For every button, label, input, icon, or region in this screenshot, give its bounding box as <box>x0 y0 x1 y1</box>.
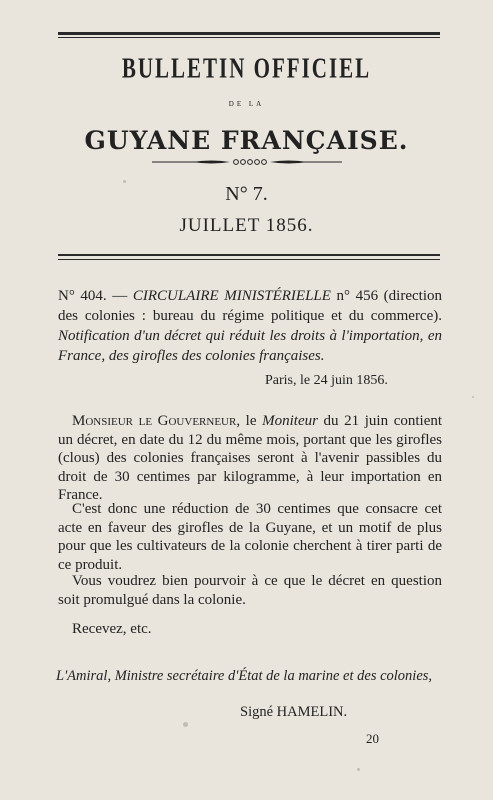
bulletin-title: BULLETIN OFFICIEL <box>121 51 372 85</box>
masthead-bottom-rule <box>58 254 440 256</box>
de-la-label: DE LA <box>228 100 265 108</box>
moniteur-title: Moniteur <box>262 413 318 429</box>
circular-dash: — <box>106 288 133 304</box>
circular-heading <box>58 286 442 366</box>
paragraph-3: Vous voudrez bien pourvoir à ce que le décret en question soit promulgué dans la colonie. <box>58 573 442 608</box>
issue-number: N° 7. <box>225 183 268 205</box>
top-rule-thin <box>58 37 440 38</box>
page-number: 20 <box>366 731 379 746</box>
signed-name: Signé HAMELIN. <box>240 704 348 720</box>
dateline: Paris, le 24 juin 1856. <box>265 373 388 388</box>
paragraph-1-text-b: du 21 juin contient un décret, en date du 12 du même mois, portant que les girofles (clous) des colonies françaises seront à l'avenir passibles du droit de 30 centimes par kilogramme, à leur importation en France. <box>58 413 443 503</box>
top-rule <box>58 32 440 35</box>
territory-title: GUYANE FRANÇAISE. <box>84 126 409 155</box>
paragraph-4: Recevez, etc. <box>72 621 152 637</box>
circular-number: N° 404. <box>58 288 107 304</box>
circular-kind: CIRCULAIRE MINISTÉRIELLE <box>132 288 331 304</box>
masthead-bottom-rule-thin <box>58 259 440 260</box>
paper-speck <box>183 722 188 727</box>
ornament-divider-icon <box>152 156 342 168</box>
paper-speck <box>123 180 126 183</box>
signer-title: L'Amiral, Ministre secrétaire d'État de la marine et des colonies, <box>56 668 433 684</box>
issue-date: JUILLET 1856. <box>179 215 314 236</box>
paragraph-1-text-a: , le <box>236 413 263 429</box>
circular-kind-suffix: n° 456 (direction des colonies : bureau du régime politique et du commerce). <box>58 288 442 324</box>
paragraph-2: C'est donc une réduction de 30 centimes que consacre cet acte en faveur des girofles de la Guyane, et un motif de plus pour que les cultivateurs de la colonie cherchent à tirer parti de ce produit. <box>58 501 442 573</box>
paragraph-1 <box>58 412 442 505</box>
circular-subject: Notification d'un décret qui réduit les droits à l'importation, en France, des girofles des colonies françaises. <box>58 328 442 364</box>
paper-speck <box>472 396 474 398</box>
paper-speck <box>357 768 360 771</box>
salutation: Monsieur le Gouverneur <box>72 413 237 429</box>
